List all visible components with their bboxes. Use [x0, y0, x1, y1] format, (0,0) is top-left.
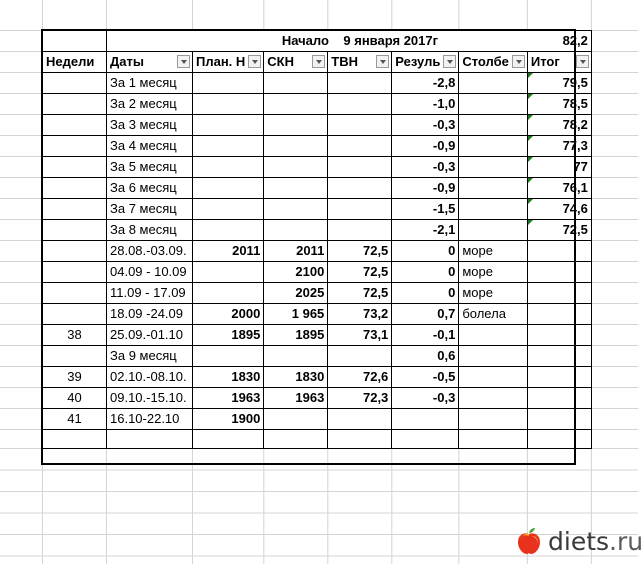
table-cell[interactable]: 38 — [43, 325, 107, 346]
column-header[interactable] — [43, 52, 107, 73]
table-cell[interactable] — [264, 430, 328, 449]
error-indicator-icon — [528, 136, 533, 141]
table-cell[interactable] — [328, 73, 392, 94]
column-header-label: ТВН — [331, 54, 359, 69]
table-cell[interactable] — [328, 136, 392, 157]
table-cell[interactable] — [328, 178, 392, 199]
column-header-label: План. Н — [196, 54, 246, 69]
filter-dropdown-icon[interactable] — [248, 55, 261, 68]
column-header-label: Резуль — [395, 54, 441, 69]
table-cell[interactable]: 0,6 — [392, 346, 459, 367]
table-cell[interactable]: 73,1 — [328, 325, 392, 346]
watermark-text — [548, 527, 643, 556]
table-cell[interactable] — [43, 262, 107, 283]
table-cell[interactable]: За 2 месяц — [107, 94, 193, 115]
table-cell[interactable] — [193, 262, 264, 283]
table-cell[interactable]: 77 — [527, 157, 591, 178]
table-cell[interactable] — [459, 136, 528, 157]
table-cell[interactable]: -0,3 — [392, 157, 459, 178]
table-cell[interactable] — [264, 136, 328, 157]
table-cell[interactable] — [328, 346, 392, 367]
table-cell[interactable]: 72,5 — [328, 283, 392, 304]
table-cell[interactable] — [193, 73, 264, 94]
table-cell[interactable]: -0,9 — [392, 136, 459, 157]
start-value-cell[interactable]: 82,2 — [527, 31, 591, 52]
table-cell[interactable]: 0 — [392, 241, 459, 262]
table-cell[interactable] — [392, 430, 459, 449]
site-watermark — [514, 524, 643, 558]
table-cell[interactable]: 79,5 — [527, 73, 591, 94]
table-cell[interactable] — [459, 199, 528, 220]
table-cell[interactable]: 1895 — [193, 325, 264, 346]
table-cell[interactable]: 74,6 — [527, 199, 591, 220]
table-cell[interactable] — [527, 262, 591, 283]
table-cell[interactable]: 0,7 — [392, 304, 459, 325]
table-row — [43, 430, 592, 449]
table-cell[interactable]: 09.10.-15.10. — [107, 388, 193, 409]
table-cell[interactable] — [527, 430, 591, 449]
table-cell[interactable] — [43, 220, 107, 241]
table-cell[interactable]: 72,3 — [328, 388, 392, 409]
error-indicator-icon — [528, 220, 533, 225]
table-cell[interactable] — [459, 367, 528, 388]
table-row — [43, 409, 592, 430]
table-cell[interactable]: 18.09 -24.09 — [107, 304, 193, 325]
table-cell[interactable] — [264, 73, 328, 94]
column-header-label: Столбе — [462, 54, 509, 69]
table-cell[interactable]: 1963 — [193, 388, 264, 409]
table-row — [43, 199, 592, 220]
table-cell[interactable] — [43, 199, 107, 220]
table-row — [43, 388, 592, 409]
table-cell[interactable] — [527, 409, 591, 430]
table-cell[interactable] — [527, 346, 591, 367]
table-row — [43, 367, 592, 388]
table-cell[interactable] — [193, 283, 264, 304]
table-cell[interactable] — [459, 409, 528, 430]
table-cell[interactable] — [459, 178, 528, 199]
table-row — [43, 262, 592, 283]
column-header[interactable] — [392, 52, 459, 73]
table-cell[interactable] — [43, 94, 107, 115]
table-cell[interactable] — [43, 346, 107, 367]
table-cell[interactable]: За 3 месяц — [107, 115, 193, 136]
table-row — [43, 283, 592, 304]
table-cell[interactable]: 78,2 — [527, 115, 591, 136]
error-indicator-icon — [528, 73, 533, 78]
table-cell[interactable]: -0,3 — [392, 115, 459, 136]
table-row — [43, 220, 592, 241]
table-cell[interactable] — [459, 73, 528, 94]
table-cell[interactable]: море — [459, 262, 528, 283]
header-row — [43, 52, 592, 73]
table-cell[interactable]: 76,1 — [527, 178, 591, 199]
start-date: 9 января 2017г — [343, 33, 439, 48]
table-cell[interactable]: 11.09 - 17.09 — [107, 283, 193, 304]
table-cell[interactable] — [264, 199, 328, 220]
table-cell[interactable] — [43, 283, 107, 304]
filter-dropdown-icon[interactable] — [576, 55, 589, 68]
table-cell[interactable] — [43, 241, 107, 262]
table-cell[interactable] — [459, 157, 528, 178]
table-cell[interactable]: 25.09.-01.10 — [107, 325, 193, 346]
column-header-label: Недели — [46, 54, 95, 69]
table-cell[interactable] — [43, 178, 107, 199]
table-cell[interactable]: 0 — [392, 262, 459, 283]
table-cell[interactable]: 02.10.-08.10. — [107, 367, 193, 388]
table-cell[interactable] — [264, 178, 328, 199]
table-cell[interactable] — [328, 199, 392, 220]
table-row — [43, 136, 592, 157]
column-header[interactable] — [459, 52, 528, 73]
filter-dropdown-icon[interactable] — [177, 55, 190, 68]
table-cell[interactable]: -2,1 — [392, 220, 459, 241]
table-cell[interactable]: 16.10-22.10 — [107, 409, 193, 430]
title-cell-empty-1[interactable] — [43, 31, 107, 52]
column-header-label: Итог — [530, 54, 560, 69]
table-cell[interactable] — [527, 325, 591, 346]
table-cell[interactable] — [328, 115, 392, 136]
filter-dropdown-icon[interactable] — [376, 55, 389, 68]
table-cell[interactable]: 39 — [43, 367, 107, 388]
filter-dropdown-icon[interactable] — [443, 55, 456, 68]
table-cell[interactable]: За 7 месяц — [107, 199, 193, 220]
table-cell[interactable] — [459, 115, 528, 136]
start-label: Начало — [281, 33, 329, 48]
table-cell[interactable]: 04.09 - 10.09 — [107, 262, 193, 283]
table-cell[interactable]: За 5 месяц — [107, 157, 193, 178]
table-row — [43, 304, 592, 325]
table-cell[interactable]: 2025 — [264, 283, 328, 304]
table-cell[interactable]: 73,2 — [328, 304, 392, 325]
table-cell[interactable] — [43, 157, 107, 178]
table-cell[interactable]: -1,5 — [392, 199, 459, 220]
table-row — [43, 178, 592, 199]
table-cell[interactable]: За 6 месяц — [107, 178, 193, 199]
table-cell[interactable]: -0,9 — [392, 178, 459, 199]
table-cell[interactable]: 1830 — [193, 367, 264, 388]
table-cell[interactable] — [459, 325, 528, 346]
table-cell[interactable]: 77,3 — [527, 136, 591, 157]
table-cell[interactable]: 72,5 — [328, 241, 392, 262]
table-row — [43, 346, 592, 367]
table-cell[interactable] — [527, 388, 591, 409]
table-cell[interactable] — [328, 157, 392, 178]
table-cell[interactable]: море — [459, 283, 528, 304]
table-cell[interactable]: -1,0 — [392, 94, 459, 115]
table-cell[interactable]: море — [459, 241, 528, 262]
table-cell[interactable] — [43, 430, 107, 449]
table-cell[interactable] — [459, 346, 528, 367]
table-row — [43, 241, 592, 262]
table-cell[interactable]: -2,8 — [392, 73, 459, 94]
title-cell[interactable] — [193, 31, 528, 52]
table-cell[interactable]: 40 — [43, 388, 107, 409]
table-cell[interactable]: -0,5 — [392, 367, 459, 388]
table-cell[interactable] — [328, 409, 392, 430]
table-cell[interactable] — [527, 283, 591, 304]
error-indicator-icon — [528, 199, 533, 204]
table-cell[interactable] — [193, 136, 264, 157]
table-cell[interactable] — [193, 178, 264, 199]
column-header-label: Даты — [110, 54, 144, 69]
table-cell[interactable] — [43, 73, 107, 94]
table-cell[interactable]: 72,5 — [527, 220, 591, 241]
table-cell[interactable] — [193, 199, 264, 220]
table-cell[interactable]: 1963 — [264, 388, 328, 409]
title-cell-empty-2[interactable] — [107, 31, 193, 52]
table-cell[interactable] — [193, 94, 264, 115]
table-cell[interactable] — [392, 409, 459, 430]
table-row — [43, 115, 592, 136]
table-cell[interactable] — [264, 409, 328, 430]
table-cell[interactable] — [193, 346, 264, 367]
table-cell[interactable] — [527, 304, 591, 325]
table-cell[interactable]: болела — [459, 304, 528, 325]
table-cell[interactable] — [264, 220, 328, 241]
table-cell[interactable] — [459, 430, 528, 449]
table-cell[interactable] — [328, 94, 392, 115]
table-cell[interactable] — [459, 220, 528, 241]
table-cell[interactable]: За 8 месяц — [107, 220, 193, 241]
table-cell[interactable]: 2011 — [264, 241, 328, 262]
column-header-label: СКН — [267, 54, 295, 69]
table-cell[interactable] — [527, 241, 591, 262]
table-cell[interactable]: За 4 месяц — [107, 136, 193, 157]
column-header[interactable] — [328, 52, 392, 73]
error-indicator-icon — [528, 94, 533, 99]
apple-icon — [514, 526, 544, 556]
table-cell[interactable] — [264, 157, 328, 178]
watermark-tld: .ru — [609, 526, 643, 556]
table-cell[interactable]: За 9 месяц — [107, 346, 193, 367]
watermark-brand: diets — [548, 526, 610, 556]
table-row — [43, 325, 592, 346]
table-cell[interactable]: За 1 месяц — [107, 73, 193, 94]
table-cell[interactable] — [527, 367, 591, 388]
table-cell[interactable] — [43, 115, 107, 136]
error-indicator-icon — [528, 157, 533, 162]
table-cell[interactable]: 0 — [392, 283, 459, 304]
column-header[interactable] — [264, 52, 328, 73]
table-cell[interactable] — [264, 346, 328, 367]
table-cell[interactable] — [193, 430, 264, 449]
column-header[interactable] — [527, 52, 591, 73]
spreadsheet-table — [42, 30, 592, 449]
table-cell[interactable]: -0,3 — [392, 388, 459, 409]
table-cell[interactable] — [193, 157, 264, 178]
error-indicator-icon — [528, 178, 533, 183]
table-cell[interactable]: 2000 — [193, 304, 264, 325]
error-indicator-icon — [528, 115, 533, 120]
table-cell[interactable]: 2011 — [193, 241, 264, 262]
table-cell[interactable]: 72,5 — [328, 262, 392, 283]
column-header[interactable] — [193, 52, 264, 73]
filter-dropdown-icon[interactable] — [312, 55, 325, 68]
table-row — [43, 157, 592, 178]
table-cell[interactable] — [193, 220, 264, 241]
table-cell[interactable]: 41 — [43, 409, 107, 430]
table-cell[interactable]: 2100 — [264, 262, 328, 283]
table-cell[interactable] — [264, 115, 328, 136]
table-cell[interactable] — [264, 94, 328, 115]
table-cell[interactable]: 78,5 — [527, 94, 591, 115]
table-cell[interactable] — [328, 220, 392, 241]
table-cell[interactable] — [459, 388, 528, 409]
table-cell[interactable]: 1895 — [264, 325, 328, 346]
table-cell[interactable]: 1 965 — [264, 304, 328, 325]
table-cell[interactable] — [43, 304, 107, 325]
table-cell[interactable] — [43, 136, 107, 157]
table-row — [43, 94, 592, 115]
table-cell[interactable] — [193, 115, 264, 136]
table-cell[interactable] — [459, 94, 528, 115]
table-cell[interactable] — [107, 430, 193, 449]
table-cell[interactable]: 1900 — [193, 409, 264, 430]
column-header[interactable] — [107, 52, 193, 73]
table-cell[interactable]: 72,6 — [328, 367, 392, 388]
title-row — [43, 31, 592, 52]
filter-dropdown-icon[interactable] — [512, 55, 525, 68]
table-cell[interactable] — [328, 430, 392, 449]
table-row — [43, 73, 592, 94]
table-cell[interactable]: 1830 — [264, 367, 328, 388]
table-cell[interactable]: -0,1 — [392, 325, 459, 346]
table-cell[interactable]: 28.08.-03.09. — [107, 241, 193, 262]
